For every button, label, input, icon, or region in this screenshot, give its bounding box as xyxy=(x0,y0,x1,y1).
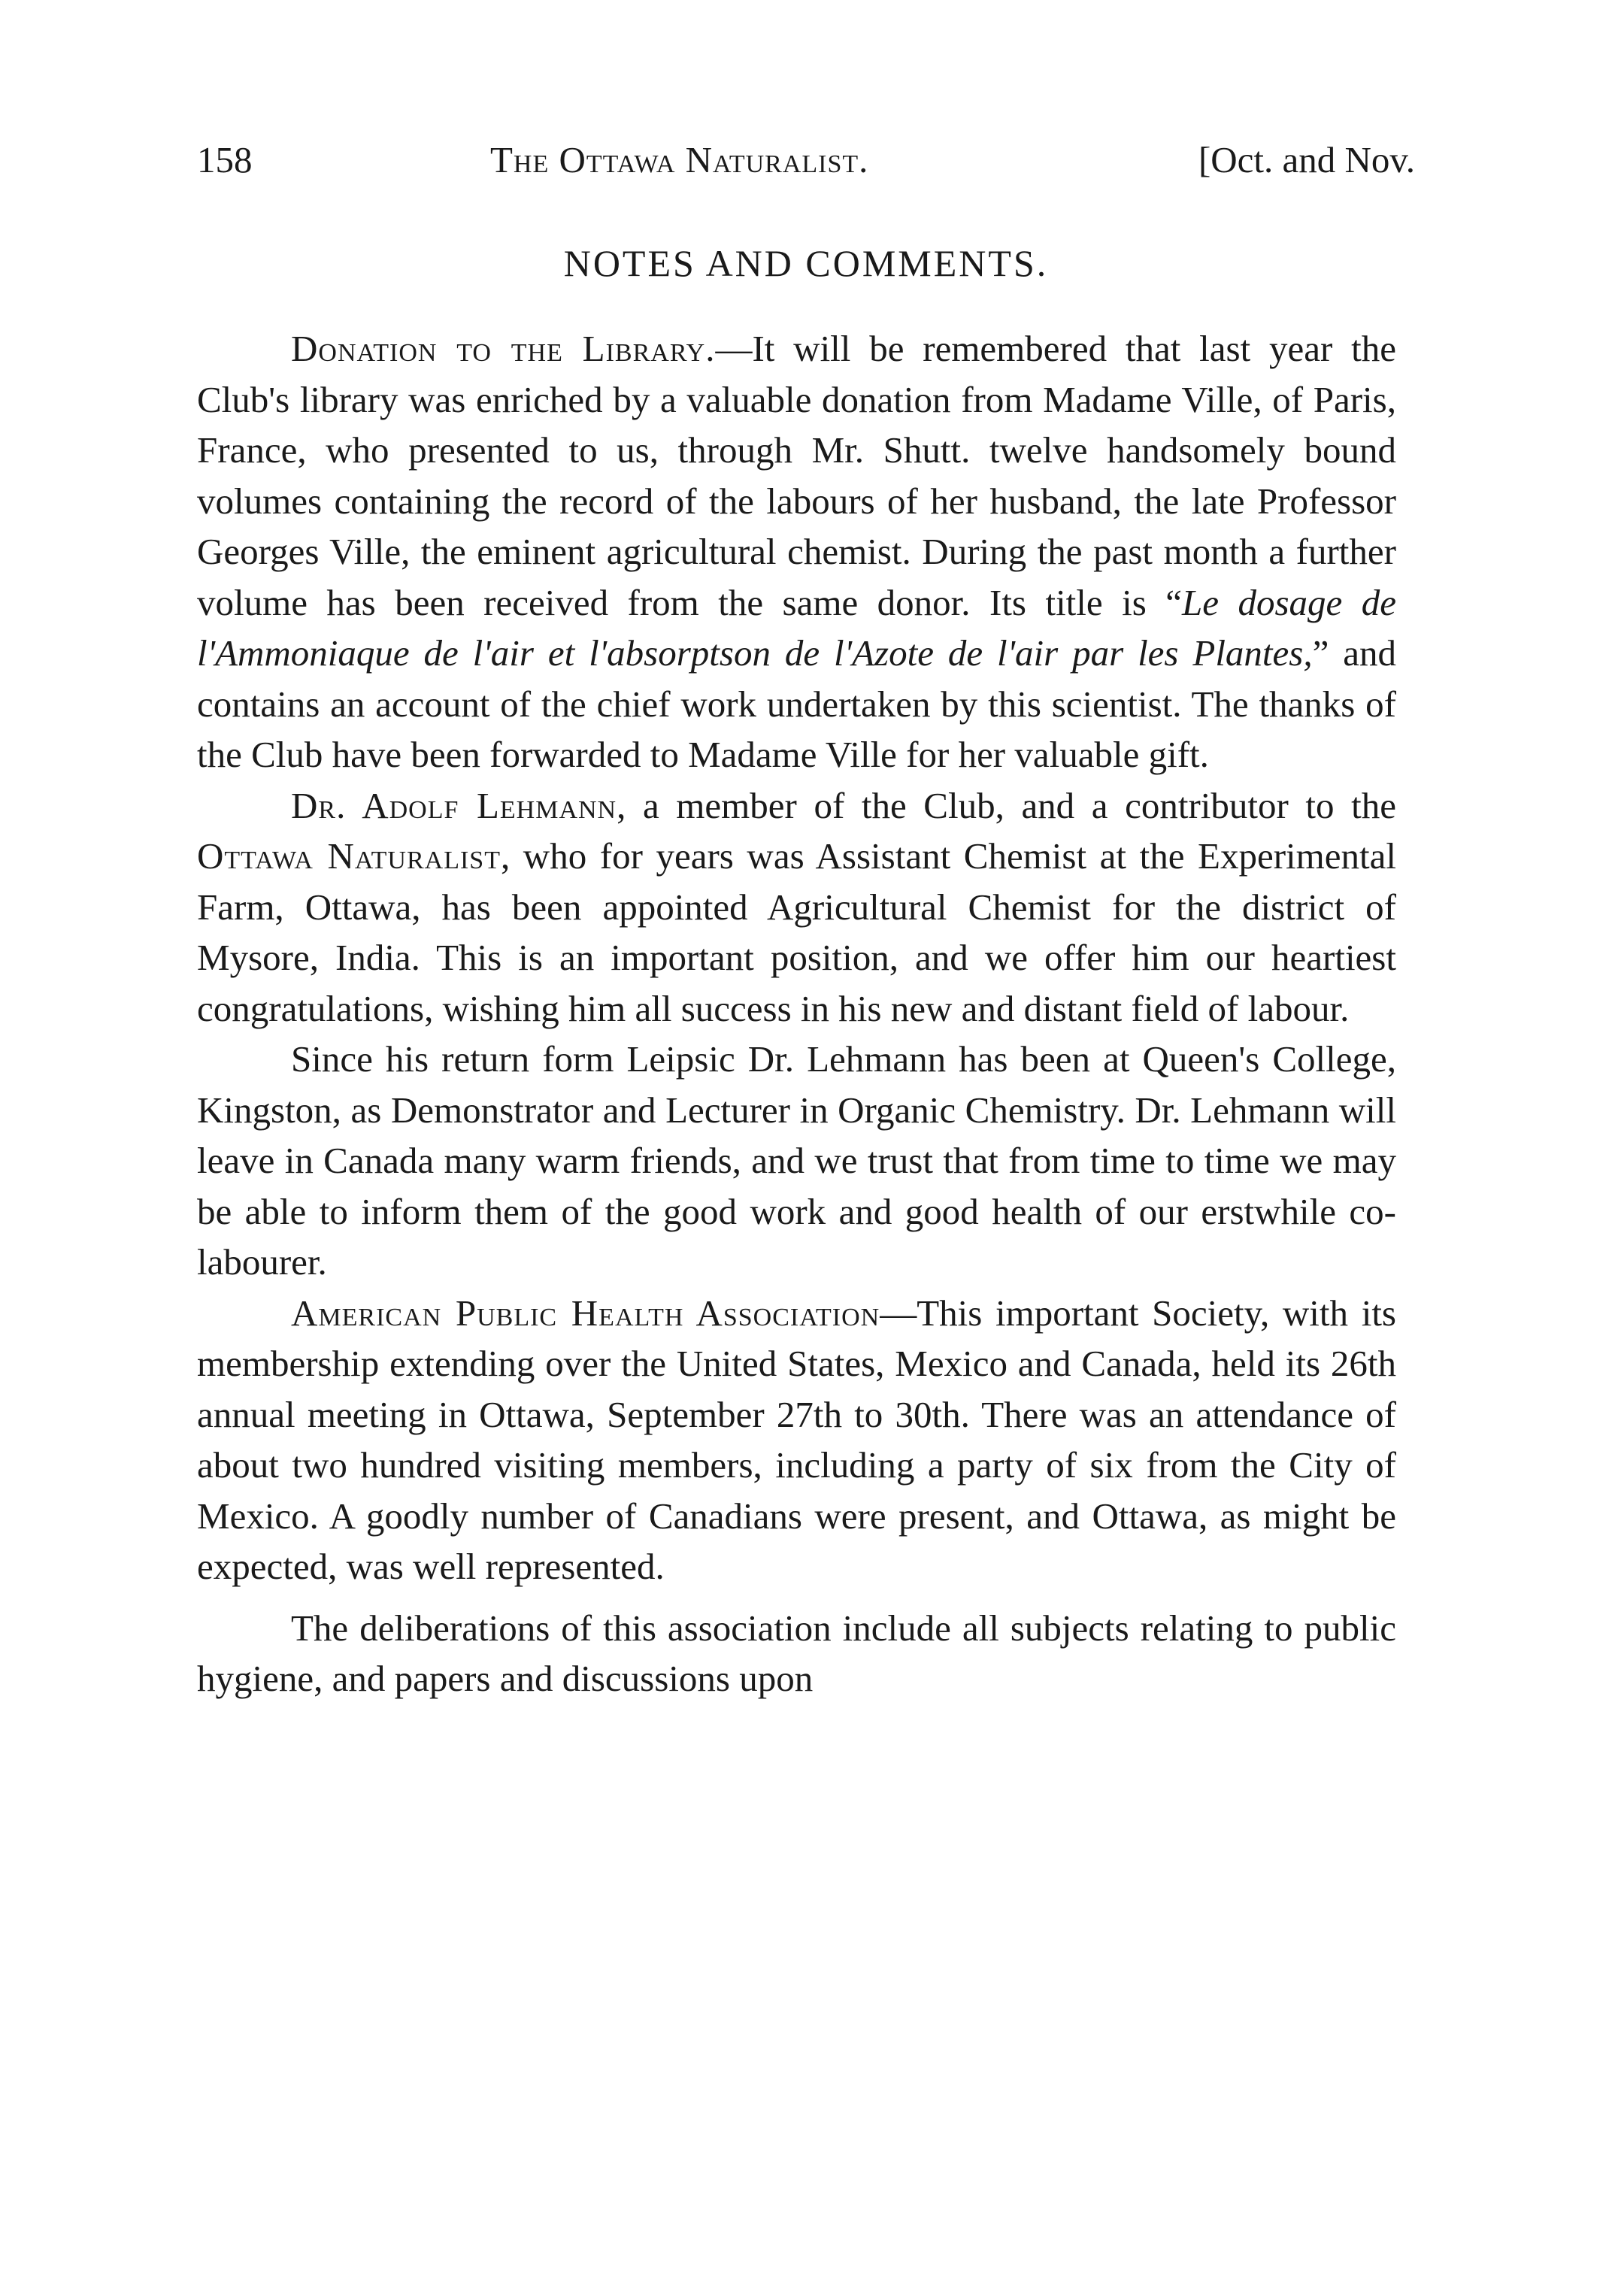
paragraph-library-donation xyxy=(197,323,1396,780)
running-head xyxy=(197,134,1415,186)
paragraph-lehmann-return xyxy=(197,1034,1396,1288)
issue-date: [Oct. and Nov. xyxy=(1198,139,1415,180)
book-title: Le dosage de l'Ammoniaque de l'air et l'absorptson de l'Azote de l'air par les Plantes, xyxy=(197,581,1396,674)
paragraph-lead-lehmann: Dr. Adolf Lehmann xyxy=(291,784,617,826)
paragraph-public-health-association xyxy=(197,1288,1396,1592)
paragraph-lead-public-health: American Public Health Association xyxy=(291,1292,880,1334)
article-body xyxy=(197,323,1396,1704)
paragraph-text: , who for years was Assistant Chemist at the Experimental Farm, Ottawa, has been appointed Agricultural Chemist for the district of Mysore, India. This is an important position, and we offer him our heartiest congratulations, wishing him all success in his new and distant field of labour. xyxy=(197,835,1396,1029)
paragraph-text: —It will be remembered that last year the Club's library was enriched by a valuable donation from Madame Ville, of Paris, France, who presented to us, through Mr. Shutt. twelve handsomely bound volumes containing the record of the labours of her husband, the late Professor Georges Ville, the eminent agricultural chemist. During the past month a further volume has been received from the same donor. Its title is “ xyxy=(197,328,1397,623)
paragraph-text: , a member of the Club, and a contributor to the xyxy=(617,784,1397,826)
paragraph-association-deliberations xyxy=(197,1603,1396,1704)
paragraph-lehmann-appointment xyxy=(197,780,1396,1034)
paragraph-text: Since his return form Leipsic Dr. Lehmann has been at Queen's College, Kingston, as Demonstrator and Lecturer in Organic Chemistry. Dr. Lehmann will leave in Canada many warm friends, and we trust that from time to time we may be able to inform them of the good work and good health of our erstwhile co-labourer. xyxy=(197,1038,1396,1283)
paragraph-lead-library-donation: Donation to the Library. xyxy=(291,328,716,369)
journal-title: The Ottawa Naturalist. xyxy=(490,139,869,180)
paragraph-text: —This important Society, with its membership extending over the United States, Mexico and Canada, held its 26th annual meeting in Ottawa, September 27th to 30th. There was an attendance of about two hundred visiting members, including a party of six from the City of Mexico. A goodly number of Canadians were present, and Ottawa, as might be expected, was well represented. xyxy=(197,1292,1396,1587)
paragraph-text: The deliberations of this association include all subjects relating to public hygiene, and papers and discussions upon xyxy=(197,1607,1396,1699)
journal-name-inline: Ottawa Naturalist xyxy=(197,835,501,877)
page-number: 158 xyxy=(197,139,253,180)
paragraph-text: ” and contains an account of the chief work undertaken by this scientist. The thanks of the Club have been forwarded to Madame Ville for her valuable gift. xyxy=(197,632,1397,775)
section-title: NOTES AND COMMENTS. xyxy=(563,242,1049,284)
